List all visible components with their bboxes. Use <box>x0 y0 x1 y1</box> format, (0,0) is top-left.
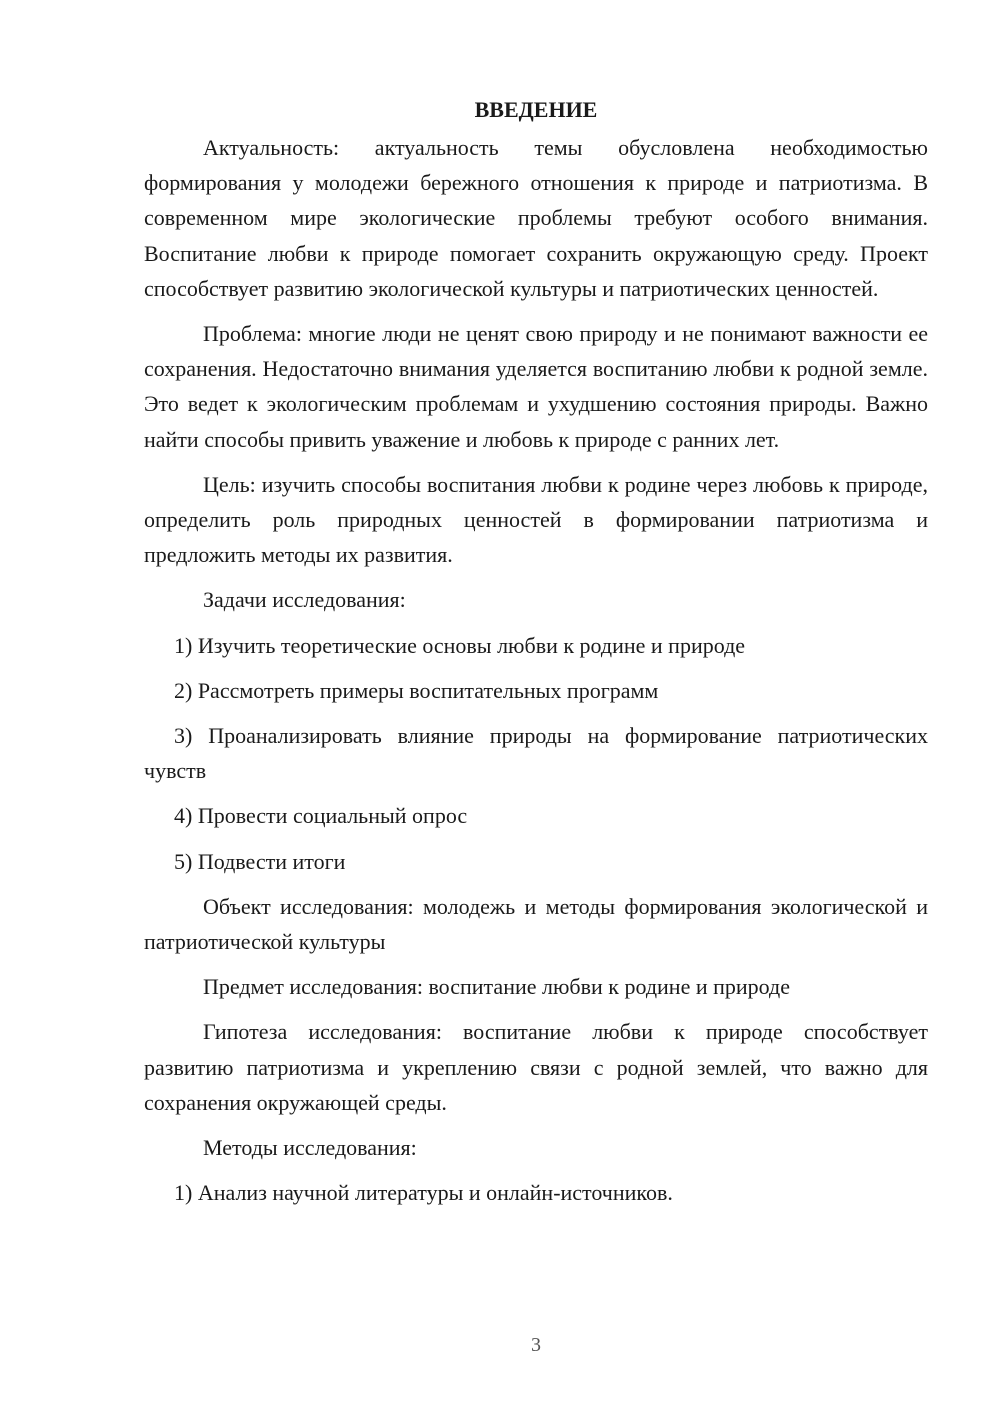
task-item-2: 2) Рассмотреть примеры воспитательных программ <box>174 677 659 703</box>
page-number: 3 <box>531 1334 541 1356</box>
task-item-5: 5) Подвести итоги <box>174 848 346 874</box>
page-title: ВВЕДЕНИЕ <box>474 97 598 122</box>
paragraph-relevance: Актуальность: актуальность темы обусловлена необходимостью формирования у молодежи бережного отношения к природе и патриотизма. В современном мире экологические проблемы требуют особого внимания. Воспитание любви к природе помогает сохранить окружающую среду. Проект способствует развитию экологической культуры и патриотических ценностей. <box>144 135 928 301</box>
paragraph-hypothesis: Гипотеза исследования: воспитание любви к природе способствует развитию патриотизма и укреплению связи с родной землей, что важно для сохранения окружающей среды. <box>144 1019 928 1115</box>
document-page <box>144 92 928 1220</box>
task-item-1: 1) Изучить теоретические основы любви к родине и природе <box>174 632 746 658</box>
paragraph-problem: Проблема: многие люди не ценят свою природу и не понимают важности ее сохранения. Недостаточно внимания уделяется воспитанию любви к родной земле. Это ведет к экологическим проблемам и ухудшению состояния природы. Важно найти способы привить уважение и любовь к природе с ранних лет. <box>144 321 928 452</box>
methods-heading: Методы исследования: <box>203 1135 417 1161</box>
paragraph-subject: Предмет исследования: воспитание любви к родине и природе <box>203 974 790 1000</box>
tasks-heading: Задачи исследования: <box>203 587 406 613</box>
task-item-3: 3) Проанализировать влияние природы на формирование патриотических чувств <box>144 723 928 784</box>
method-item-1: 1) Анализ научной литературы и онлайн-источников. <box>174 1180 673 1206</box>
paragraph-goal: Цель: изучить способы воспитания любви к родине через любовь к природе, определить роль природных ценностей в формировании патриотизма и предложить методы их развития. <box>144 471 928 568</box>
task-item-4: 4) Провести социальный опрос <box>174 803 468 829</box>
paragraph-object: Объект исследования: молодежь и методы формирования экологической и патриотической культуры <box>144 893 928 955</box>
